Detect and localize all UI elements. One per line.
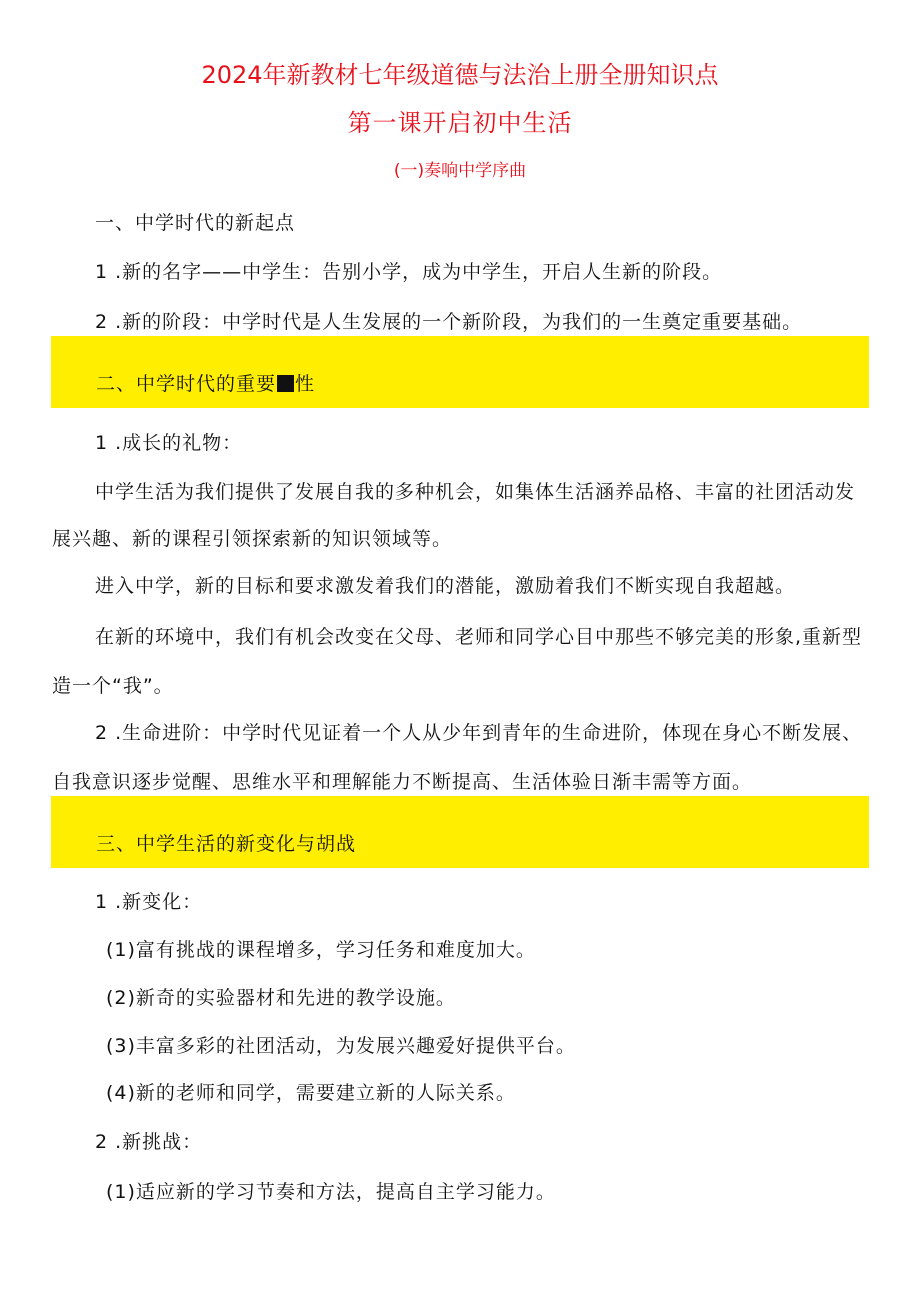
document-title: 2024年新教材七年级道德与法治上册全册知识点 — [201, 61, 719, 89]
highlight-band-section-2 — [51, 336, 869, 408]
section-heading-3: 三、中学生活的新变化与胡战 — [96, 833, 357, 855]
section-heading-2-part2: 性 — [295, 373, 316, 395]
lesson-title: 第一课开启初中生活 — [347, 109, 573, 137]
section2-paragraph-3-line-1: 在新的环境中，我们有机会改变在父母、老师和同学心目中那些不够完美的形象,重新型 — [95, 626, 863, 648]
section3-change-2: (2)新奇的实验器材和先进的教学设施。 — [106, 987, 456, 1009]
redaction-block — [277, 375, 294, 392]
section3-change-4: (4)新的老师和同学，需要建立新的人际关系。 — [106, 1082, 516, 1104]
highlight-band-section-3 — [51, 796, 869, 868]
section-heading-2-part1: 二、中学时代的重要 — [96, 373, 277, 395]
section-heading-1: 一、中学时代的新起点 — [95, 212, 296, 234]
section3-challenge-1: (1)适应新的学习节奏和方法，提高自主学习能力。 — [106, 1181, 556, 1203]
section-subtitle: (一)奏响中学序曲 — [393, 161, 527, 181]
section2-item-2-line-2: 自我意识逐步觉醒、思维水平和理解能力不断提高、生活体验日渐丰需等方面。 — [52, 771, 753, 793]
section3-challenges-label: 2 .新挑战： — [95, 1131, 203, 1153]
section3-change-1: (1)富有挑战的课程增多，学习任务和难度加大。 — [106, 939, 536, 961]
section-heading-2 — [96, 372, 315, 396]
section3-changes-label: 1 .新变化： — [95, 891, 203, 913]
section3-change-3: (3)丰富多彩的社团活动，为发展兴趣爱好提供平台。 — [106, 1035, 576, 1057]
section2-item-2-line-1: 2 .生命进阶：中学时代见证着一个人从少年到青年的生命进阶，体现在身心不断发展、 — [95, 722, 863, 744]
section2-paragraph-2: 进入中学，新的目标和要求激发着我们的潜能，激励着我们不断实现自我超越。 — [95, 575, 796, 597]
section2-item-1-label: 1 .成长的礼物： — [95, 432, 243, 454]
section1-item-2: 2 .新的阶段：中学时代是人生发展的一个新阶段，为我们的一生奠定重要基础。 — [95, 311, 803, 333]
section2-paragraph-1-line-1: 中学生活为我们提供了发展自我的多种机会，如集体生活涵养品格、丰富的社团活动发 — [95, 481, 856, 503]
section1-item-1: 1 .新的名字——中学生：告别小学，成为中学生，开启人生新的阶段。 — [95, 261, 723, 283]
section2-paragraph-1-line-2: 展兴趣、新的课程引领探索新的知识领域等。 — [52, 528, 453, 550]
section2-paragraph-3-line-2: 造一个“我”。 — [52, 675, 174, 697]
